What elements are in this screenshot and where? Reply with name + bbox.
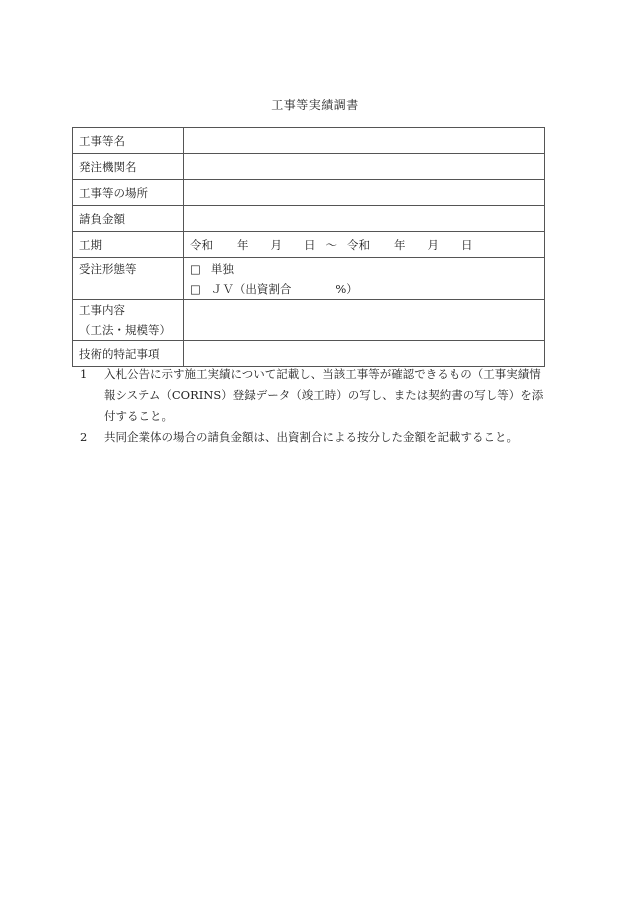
- period-end-day: 日: [461, 237, 473, 252]
- jv-percent: %）: [335, 282, 358, 296]
- row-project-name: [73, 128, 545, 154]
- note-number: 1: [80, 367, 88, 381]
- row-order-form: [73, 258, 545, 300]
- order-form-label: 受注形態等: [73, 258, 184, 300]
- period-start-day: 日: [304, 237, 316, 252]
- period-tilde: ～: [325, 237, 337, 252]
- note-text: 共同企業体の場合の請負金額は、出資割合による按分した金額を記載すること。: [104, 430, 518, 444]
- period-label: 工期: [73, 232, 184, 258]
- project-name-field[interactable]: [184, 128, 545, 154]
- notes-list: [80, 364, 550, 448]
- row-amount: [73, 206, 545, 232]
- note-item: [80, 427, 550, 448]
- document-title: 工事等実績調書: [271, 98, 359, 112]
- client-field[interactable]: [184, 154, 545, 180]
- period-end-month: 月: [427, 237, 439, 252]
- jv-checkbox[interactable]: □: [190, 282, 201, 296]
- period-end-year: 年: [394, 237, 406, 252]
- content-field[interactable]: [184, 300, 545, 341]
- content-label-line2: （工法・規模等）: [79, 323, 171, 337]
- client-label: 発注機関名: [73, 154, 184, 180]
- row-period: [73, 232, 545, 258]
- option-jv[interactable]: [190, 279, 538, 299]
- technical-notes-field[interactable]: [184, 341, 545, 367]
- location-field[interactable]: [184, 180, 545, 206]
- single-label: 単独: [210, 262, 234, 276]
- period-start-month: 月: [270, 237, 282, 252]
- row-content: [73, 300, 545, 341]
- record-form-table: [72, 127, 545, 367]
- row-technical-notes: [73, 341, 545, 367]
- period-start-year: 年: [237, 237, 249, 252]
- project-name-label: 工事等名: [73, 128, 184, 154]
- single-checkbox[interactable]: □: [190, 262, 201, 276]
- row-client: [73, 154, 545, 180]
- option-single[interactable]: [190, 259, 538, 279]
- amount-field[interactable]: [184, 206, 545, 232]
- amount-label: 請負金額: [73, 206, 184, 232]
- jv-label: ＪＶ（出資割合: [210, 282, 292, 296]
- location-label: 工事等の場所: [73, 180, 184, 206]
- technical-notes-label: 技術的特記事項: [73, 341, 184, 367]
- note-number: 2: [80, 430, 88, 444]
- note-item: [80, 364, 550, 427]
- content-label-line1: 工事内容: [79, 303, 125, 317]
- content-label: [73, 300, 184, 341]
- row-location: [73, 180, 545, 206]
- period-start-era: 令和: [190, 237, 213, 252]
- period-field[interactable]: [184, 232, 545, 258]
- note-text: 入札公告に示す施工実績について記載し、当該工事等が確認できるもの（工事実績情報システム（CORINS）登録データ（竣工時）の写し、または契約書の写し等）を添付すること。: [104, 367, 544, 423]
- order-form-field: [184, 258, 545, 300]
- period-end-era: 令和: [347, 237, 370, 252]
